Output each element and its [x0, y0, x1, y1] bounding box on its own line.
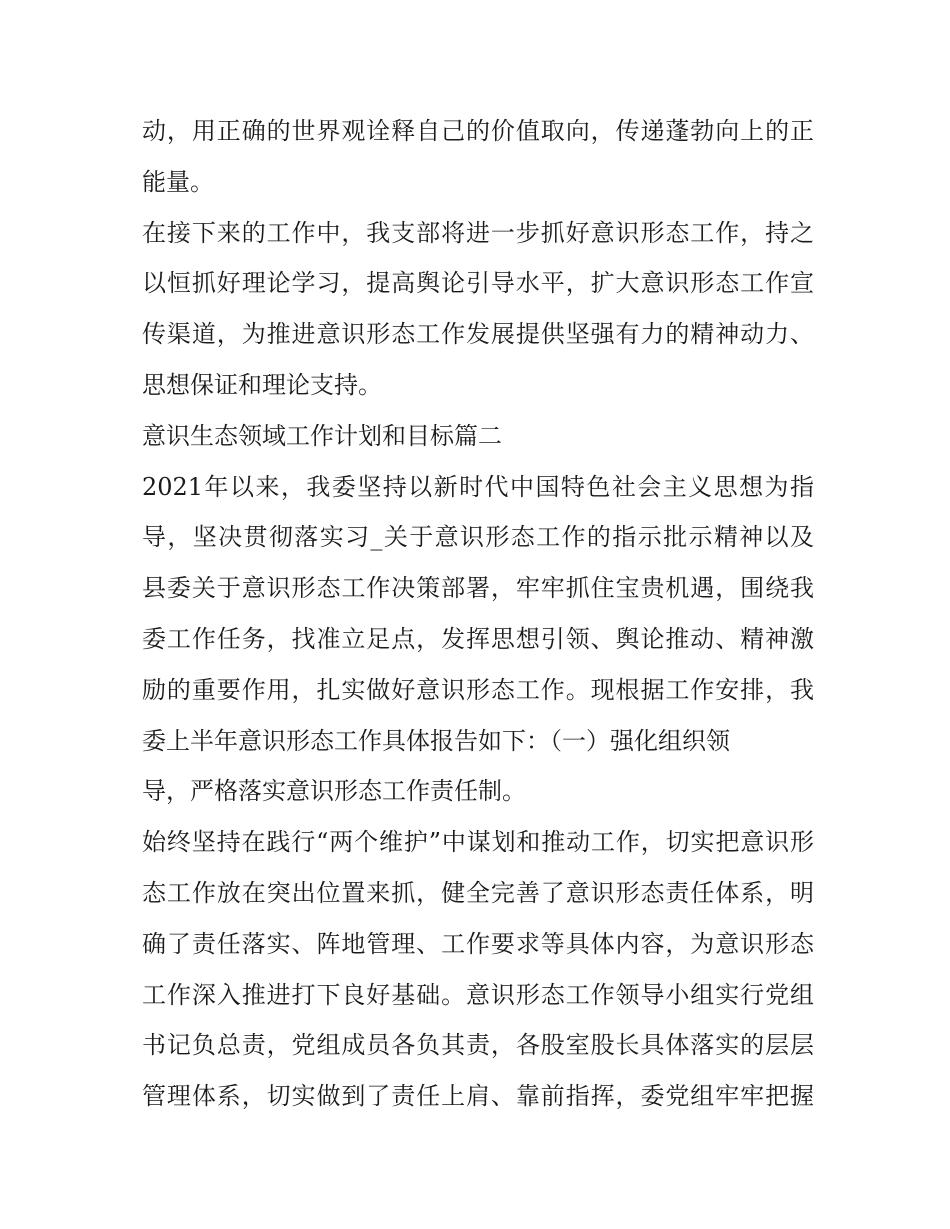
- text-line: 态工作放在突出位置来抓，健全完善了意识形态责任体系，明: [142, 878, 814, 907]
- text-line: 励的重要作用，扎实做好意识形态工作。现根据工作安排，我: [142, 675, 814, 704]
- text-line: 工作深入推进打下良好基础。意识形态工作领导小组实行党组: [142, 980, 814, 1009]
- text-line: 委工作任务，找准立足点，发挥思想引领、舆论推动、精神激: [142, 624, 814, 653]
- text-line: 导，坚决贯彻落实习_关于意识形态工作的指示批示精神以及: [142, 523, 814, 552]
- text-line: 2021年以来，我委坚持以新时代中国特色社会主义思想为指: [142, 472, 814, 501]
- document-body: [142, 106, 814, 1122]
- text-line: 导，严格落实意识形态工作责任制。: [142, 777, 526, 806]
- text-line: 在接下来的工作中，我支部将进一步抓好意识形态工作，持之: [142, 218, 814, 247]
- text-line: 传渠道，为推进意识形态工作发展提供坚强有力的精神动力、: [142, 320, 814, 349]
- text-line: 以恒抓好理论学习，提高舆论引导水平，扩大意识形态工作宣: [142, 269, 814, 298]
- text-line: 管理体系，切实做到了责任上肩、靠前指挥，委党组牢牢把握: [142, 1082, 814, 1111]
- text-line: 县委关于意识形态工作决策部署，牢牢抓住宝贵机遇，围绕我: [142, 574, 814, 603]
- text-line: 确了责任落实、阵地管理、工作要求等具体内容，为意识形态: [142, 929, 814, 958]
- text-line: 能量。: [142, 167, 214, 196]
- text-line: 委上半年意识形态工作具体报告如下：（一）强化组织领: [142, 726, 730, 755]
- text-line: 意识生态领域工作计划和目标篇二: [142, 421, 502, 450]
- text-line: 书记负总责，党组成员各负其责，各股室股长具体落实的层层: [142, 1031, 814, 1060]
- text-line: 思想保证和理论支持。: [142, 370, 382, 399]
- text-line: 动，用正确的世界观诠释自己的价值取向，传递蓬勃向上的正: [142, 117, 814, 145]
- text-line: 始终坚持在践行“两个维护”中谋划和推动工作，切实把意识形: [142, 828, 814, 857]
